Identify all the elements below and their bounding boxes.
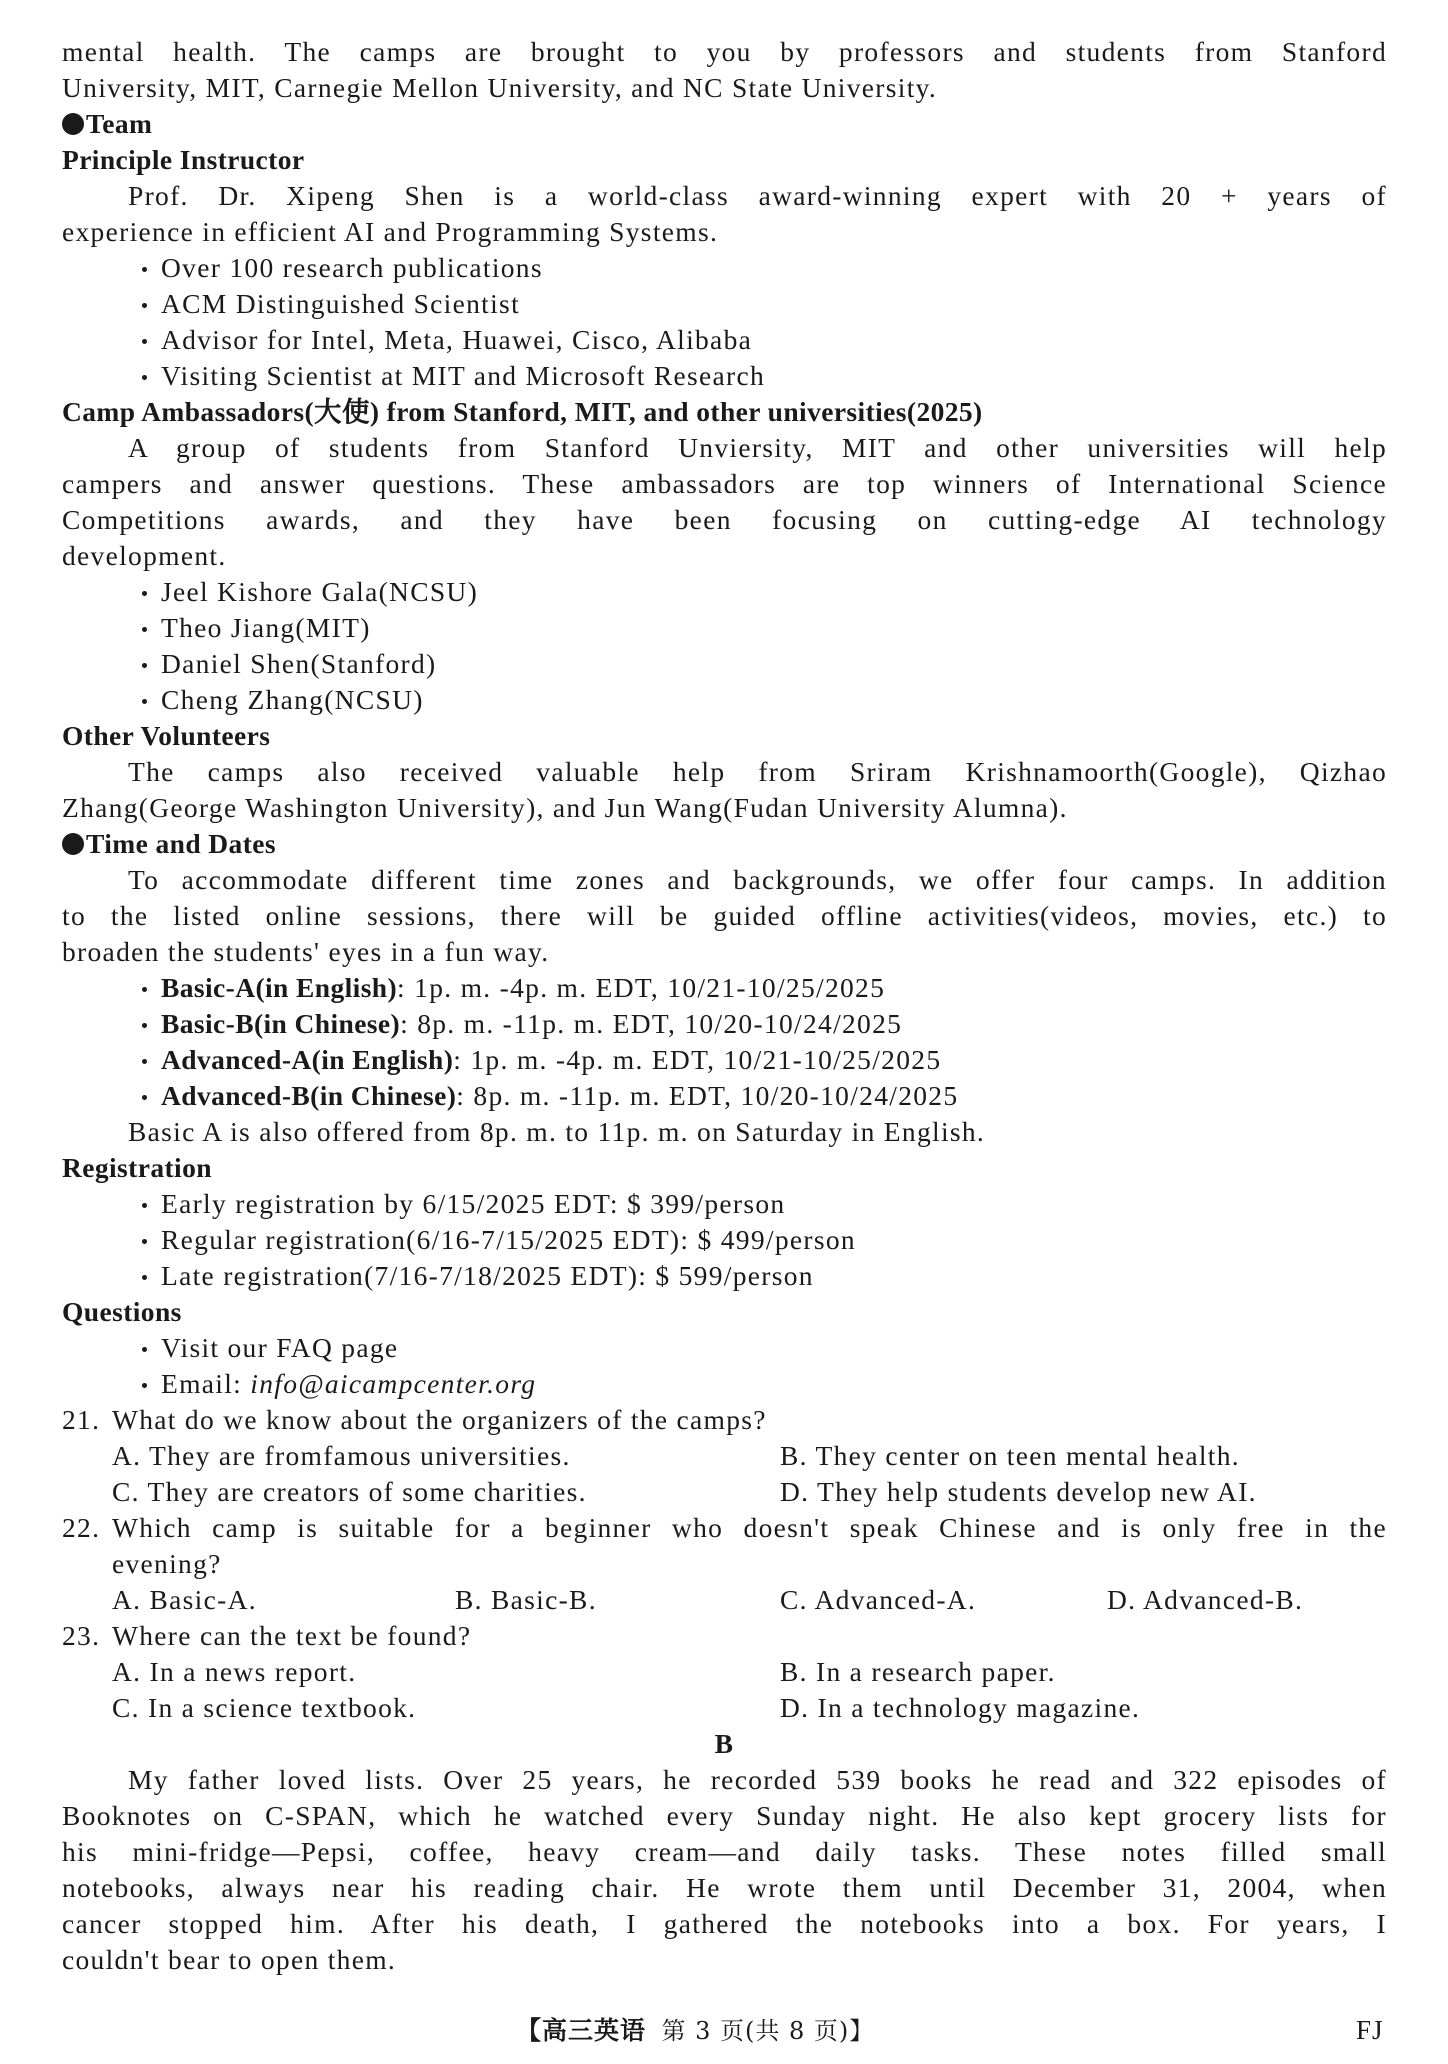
option-c: C. In a science textbook. bbox=[112, 1692, 417, 1723]
exam-page bbox=[62, 34, 1387, 1978]
list-item: Regular registration(6/16-7/15/2025 EDT): $ 499/person bbox=[62, 1222, 1387, 1258]
bullet-circle-icon bbox=[62, 113, 84, 135]
subject-label: 【高三英语 bbox=[516, 2016, 647, 2045]
ambassadors-para-line: A group of students from Stanford Unviersity, MIT and other universities will help bbox=[128, 432, 1387, 463]
question-21-options-row-1 bbox=[62, 1438, 1387, 1474]
question-22-options bbox=[62, 1582, 1387, 1618]
page-label bbox=[516, 2012, 874, 2049]
volunteers-para-line-1: The camps also received valuable help from Sriram Krishnamoorth(Google), Qizhao bbox=[128, 756, 1387, 787]
instructor-para-line-1: Prof. Dr. Xipeng Shen is a world-class award-winning expert with 20 + years of bbox=[128, 180, 1387, 211]
list-item: Cheng Zhang(NCSU) bbox=[62, 682, 1387, 718]
question-23: 23. Where can the text be found? bbox=[62, 1620, 472, 1651]
question-23-options-row-1 bbox=[62, 1654, 1387, 1690]
subheading-camp-ambassadors: Camp Ambassadors(大使) from Stanford, MIT, and other universities(2025) bbox=[62, 396, 983, 427]
question-22-continued: evening? bbox=[112, 1548, 222, 1579]
option-b: B. They center on teen mental health. bbox=[780, 1440, 1240, 1471]
list-item: Early registration by 6/15/2025 EDT: $ 399/person bbox=[62, 1186, 1387, 1222]
page-number: 第 3 页(共 8 页)】 bbox=[661, 2017, 875, 2045]
question-23-options-row-2 bbox=[62, 1690, 1387, 1726]
question-21-options-row-2 bbox=[62, 1474, 1387, 1510]
section-heading-team bbox=[62, 106, 1387, 142]
page-footer bbox=[0, 2012, 1448, 2052]
passage-b-heading: B bbox=[714, 1728, 735, 1759]
question-22: 22. Which camp is suitable for a beginner who doesn't speak Chinese and is only free in the bbox=[62, 1512, 1387, 1543]
section-title: Team bbox=[86, 108, 153, 139]
option-d: D. In a technology magazine. bbox=[780, 1692, 1141, 1723]
list-item: Late registration(7/16-7/18/2025 EDT): $ 599/person bbox=[62, 1258, 1387, 1294]
time-para-line: broaden the students' eyes in a fun way. bbox=[62, 936, 550, 967]
list-item: Visit our FAQ page bbox=[62, 1330, 1387, 1366]
camp-schedule-item: Basic-B(in Chinese): 8p. m. -11p. m. EDT, 10/20-10/24/2025 bbox=[62, 1006, 1387, 1042]
list-item: Email: info@aicampcenter.org bbox=[62, 1366, 1387, 1402]
subheading-registration: Registration bbox=[62, 1152, 212, 1183]
option-a: A. They are fromfamous universities. bbox=[112, 1440, 571, 1471]
list-item: Visiting Scientist at MIT and Microsoft Research bbox=[62, 358, 1387, 394]
camp-schedule-item: Advanced-A(in English): 1p. m. -4p. m. EDT, 10/21-10/25/2025 bbox=[62, 1042, 1387, 1078]
option-b: B. In a research paper. bbox=[780, 1656, 1056, 1687]
camp-schedule-item: Basic-A(in English): 1p. m. -4p. m. EDT, 10/21-10/25/2025 bbox=[62, 970, 1387, 1006]
camp-schedule-item: Advanced-B(in Chinese): 8p. m. -11p. m. EDT, 10/20-10/24/2025 bbox=[62, 1078, 1387, 1114]
option-c: C. They are creators of some charities. bbox=[112, 1476, 587, 1507]
list-item: ACM Distinguished Scientist bbox=[62, 286, 1387, 322]
subheading-principle-instructor: Principle Instructor bbox=[62, 144, 305, 175]
intro-line-1: mental health. The camps are brought to you by professors and students from Stanford bbox=[62, 36, 1387, 67]
time-para-line: To accommodate different time zones and backgrounds, we offer four camps. In addition bbox=[128, 864, 1387, 895]
volunteers-para-line-2: Zhang(George Washington University), and Jun Wang(Fudan University Alumna). bbox=[62, 792, 1068, 823]
subheading-questions: Questions bbox=[62, 1296, 182, 1327]
passage-b-line: notebooks, always near his reading chair. He wrote them until December 31, 2004, when bbox=[62, 1872, 1387, 1903]
section-title: Time and Dates bbox=[86, 828, 276, 859]
list-item: Daniel Shen(Stanford) bbox=[62, 646, 1387, 682]
question-21: 21. What do we know about the organizers of the camps? bbox=[62, 1404, 767, 1435]
ambassadors-para-line: campers and answer questions. These ambassadors are top winners of International Science bbox=[62, 468, 1387, 499]
passage-b-line: cancer stopped him. After his death, I gathered the notebooks into a box. For years, I bbox=[62, 1908, 1387, 1939]
intro-line-2: University, MIT, Carnegie Mellon University, and NC State University. bbox=[62, 72, 938, 103]
section-heading-time-and-dates bbox=[62, 826, 1387, 862]
option-a: A. In a news report. bbox=[112, 1656, 357, 1687]
time-note: Basic A is also offered from 8p. m. to 11p. m. on Saturday in English. bbox=[128, 1116, 986, 1147]
ambassadors-para-line: development. bbox=[62, 540, 227, 571]
passage-b-line: his mini-fridge—Pepsi, coffee, heavy cream—and daily tasks. These notes filled small bbox=[62, 1836, 1387, 1867]
subheading-other-volunteers: Other Volunteers bbox=[62, 720, 271, 751]
email-address: info@aicampcenter.org bbox=[250, 1368, 537, 1399]
passage-b-line: My father loved lists. Over 25 years, he recorded 539 books he read and 322 episodes of bbox=[128, 1764, 1387, 1795]
instructor-para-line-2: experience in efficient AI and Programming Systems. bbox=[62, 216, 719, 247]
time-para-line: to the listed online sessions, there will be guided offline activities(videos, movies, etc.) to bbox=[62, 900, 1387, 931]
bullet-circle-icon bbox=[62, 833, 84, 855]
list-item: Jeel Kishore Gala(NCSU) bbox=[62, 574, 1387, 610]
option-b: B. Basic-B. bbox=[455, 1584, 597, 1615]
option-d: D. They help students develop new AI. bbox=[780, 1476, 1257, 1507]
passage-b-line: Booknotes on C-SPAN, which he watched every Sunday night. He also kept grocery lists for bbox=[62, 1800, 1387, 1831]
option-d: D. Advanced-B. bbox=[1107, 1584, 1304, 1615]
region-code: FJ bbox=[1356, 2015, 1384, 2045]
option-c: C. Advanced-A. bbox=[780, 1584, 977, 1615]
passage-b-line: couldn't bear to open them. bbox=[62, 1944, 397, 1975]
option-a: A. Basic-A. bbox=[112, 1584, 257, 1615]
ambassadors-para-line: Competitions awards, and they have been focusing on cutting-edge AI technology bbox=[62, 504, 1387, 535]
list-item: Advisor for Intel, Meta, Huawei, Cisco, Alibaba bbox=[62, 322, 1387, 358]
list-item: Theo Jiang(MIT) bbox=[62, 610, 1387, 646]
list-item: Over 100 research publications bbox=[62, 250, 1387, 286]
